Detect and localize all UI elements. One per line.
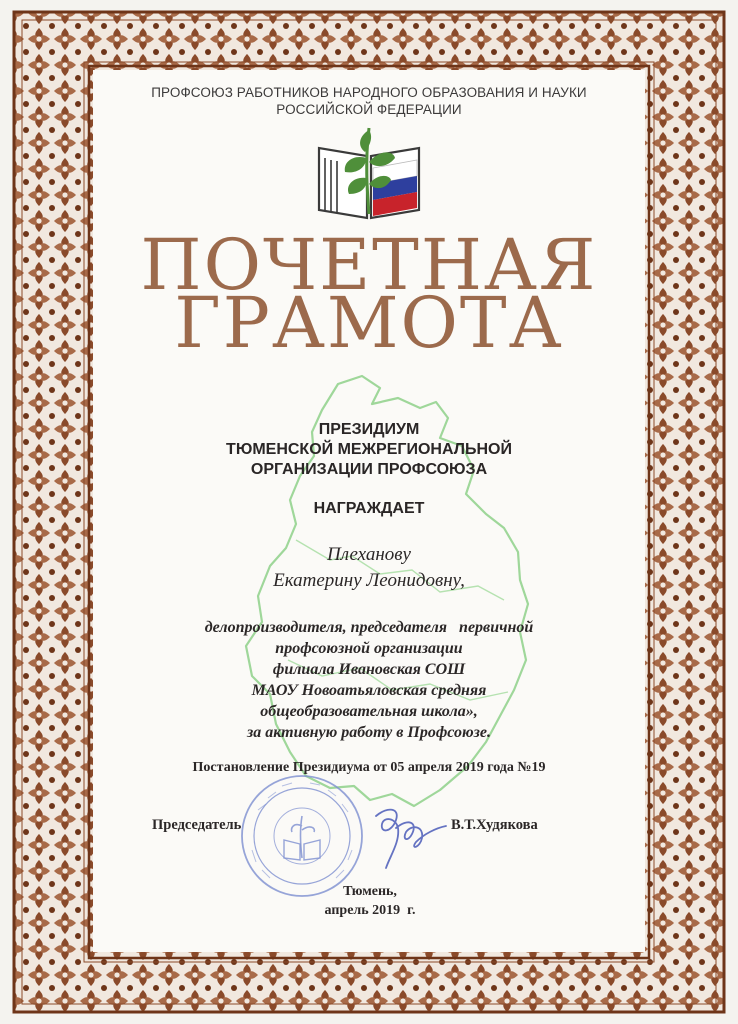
desc-line6: за активную работу в Профсоюзе. — [247, 724, 491, 741]
issue-city: Тюмень, — [343, 884, 397, 899]
presidium-line3: ОРГАНИЗАЦИИ ПРОФСОЮЗА — [250, 461, 488, 478]
presidium-line2: ТЮМЕНСКОЙ МЕЖРЕГИОНАЛЬНОЙ — [226, 441, 512, 458]
presidium-block — [100, 420, 638, 480]
awards-heading: НАГРАЖДАЕТ — [313, 500, 425, 517]
title-line1: ПОЧЕТНАЯ — [140, 224, 598, 306]
issue-date: апрель 2019 г. — [324, 903, 416, 918]
desc-line5: общеобразовательная школа», — [260, 703, 478, 720]
handwritten-signature — [366, 788, 456, 878]
recipient-name — [100, 542, 638, 594]
desc-line2: профсоюзной организации — [275, 640, 463, 657]
official-stamp — [232, 770, 382, 900]
desc-line1: делопроизводителя, председателя первичной — [204, 619, 534, 636]
issue-place-date — [300, 882, 440, 920]
recipient-given-names: Екатерину Леонидовну, — [273, 570, 465, 591]
desc-line3: филиала Ивановская СОШ — [272, 661, 466, 678]
union-book-emblem — [313, 118, 425, 222]
chair-name: В.Т.Худякова — [451, 817, 538, 833]
union-name-line1: ПРОФСОЮЗ РАБОТНИКОВ НАРОДНОГО ОБРАЗОВАНИЯ И НАУКИ — [151, 85, 587, 100]
union-name-header — [100, 84, 638, 118]
recipient-surname: Плехановy — [327, 544, 411, 565]
presidium-line1: ПРЕЗИДИУМ — [318, 421, 420, 438]
union-name-line2: РОССИЙСКОЙ ФЕДЕРАЦИИ — [276, 102, 462, 117]
desc-line4: МАОУ Новоатьяловская средняя — [251, 682, 487, 699]
decree-reference: Постановление Президиума от 05 апреля 2019 года №19 — [192, 760, 546, 775]
chair-label: Председатель — [152, 817, 242, 833]
title-line2: ГРАМОТА — [174, 282, 564, 364]
award-description — [100, 617, 638, 743]
